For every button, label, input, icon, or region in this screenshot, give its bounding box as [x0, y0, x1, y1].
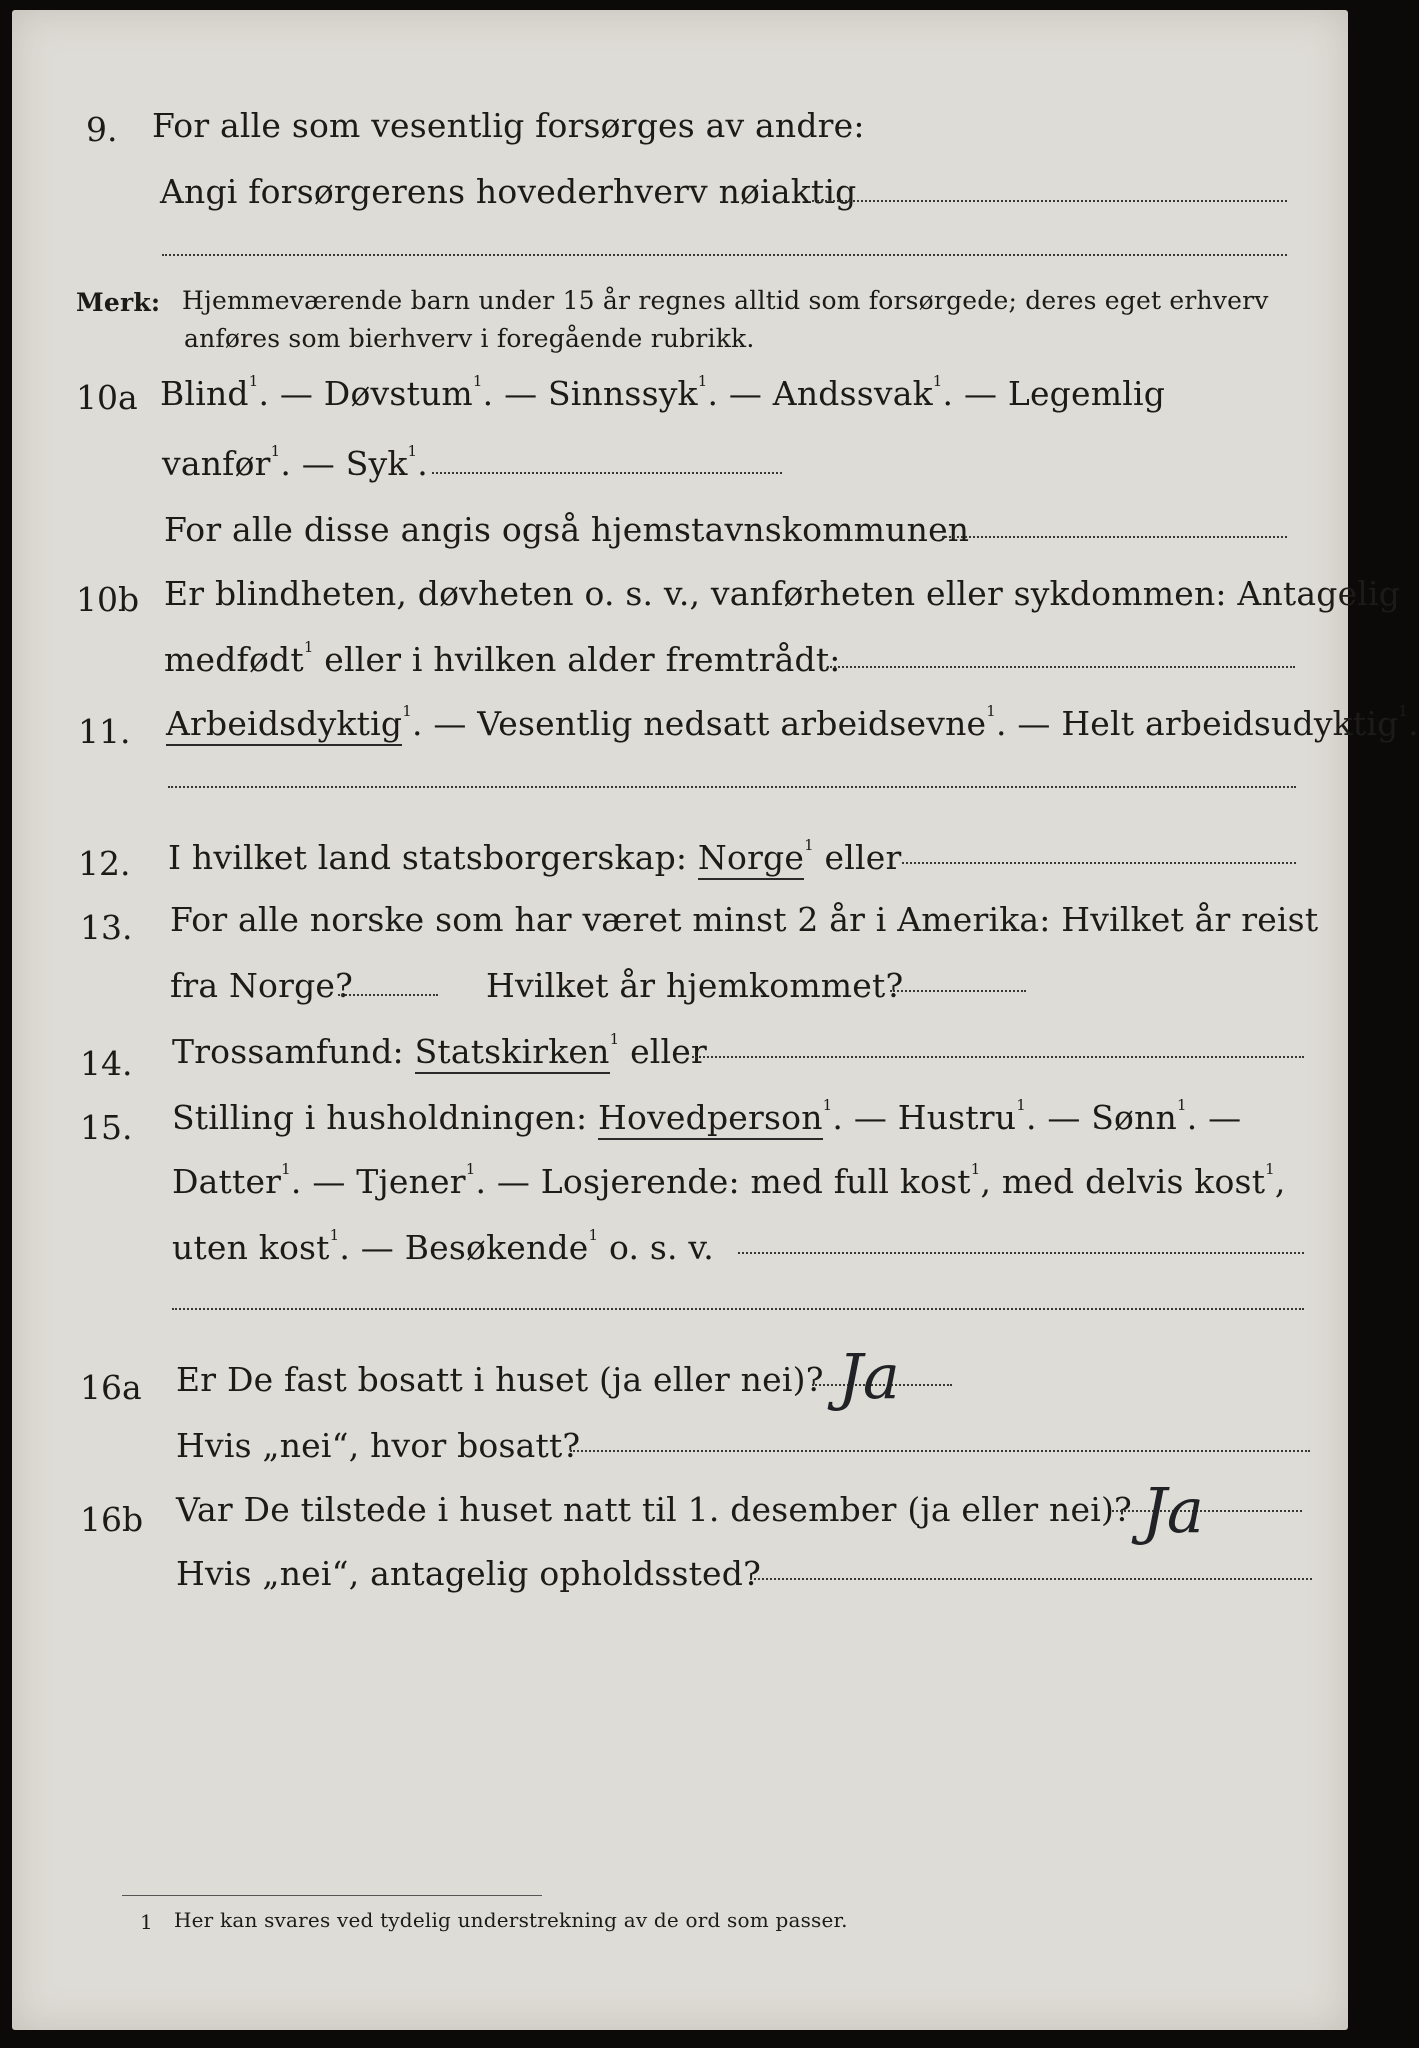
opt-besokende: Besøkende [404, 1228, 589, 1267]
q15-line1: Stilling i husholdningen: Hovedperson$^1$. — Hustru$^1$. — Sønn$^1$. — [172, 1098, 1241, 1137]
q10a-answer-line [432, 472, 782, 474]
footnote-mark: 1 [140, 1910, 153, 1934]
opt-hovedperson-underlined: Hovedperson [598, 1098, 823, 1140]
opt-full-kost: med full kost [750, 1162, 971, 1201]
merk-label: Merk: [76, 288, 161, 317]
q10a-hjemstavn-line [942, 536, 1287, 538]
q9-number: 9. [86, 110, 118, 149]
q14-text: Trossamfund: [172, 1032, 404, 1071]
footnote-text: Her kan svares ved tydelig understrekning av de ord som passer. [174, 1908, 848, 1932]
opt-sonn: Sønn [1091, 1098, 1178, 1137]
q12-answer-line [902, 862, 1296, 864]
opt-andssvak: Andssvak [772, 374, 933, 413]
q14-answer-line [692, 1056, 1304, 1058]
census-form-page [12, 10, 1419, 2030]
q10a-number: 10a [76, 378, 138, 417]
opt-hustru: Hustru [897, 1098, 1017, 1137]
q16a-handwritten-answer: Ja [838, 1340, 900, 1413]
q10b-answer-line [827, 666, 1295, 668]
q13-line2b: Hvilket år hjemkommet? [486, 966, 904, 1005]
q10b-line2-rest: eller i hvilken alder fremtrådt: [324, 640, 841, 679]
q16b-answer-line [1112, 1510, 1302, 1512]
q15-line3: uten kost$^1$. — Besøkende$^1$ o. s. v. [172, 1226, 714, 1267]
opt-delvis-kost: med delvis kost [1001, 1162, 1266, 1201]
q9-line1: For alle som vesentlig forsørges av andre: [152, 106, 865, 145]
q12-number: 12. [78, 844, 131, 883]
merk-line1: Hjemmeværende barn under 15 år regnes alltid som forsørgede; deres eget erhverv [182, 286, 1269, 315]
q9-answer-line-2 [162, 254, 1287, 256]
q16b-line2: Hvis „nei“, antagelig opholdssted? [176, 1554, 761, 1593]
q9-line2: Angi forsørgerens hovederhverv nøiaktig [160, 172, 857, 211]
opt-vanfor: vanfør [162, 444, 271, 483]
q16a-bosatt-line [570, 1450, 1310, 1452]
q15-text: Stilling i husholdningen: [172, 1098, 588, 1137]
opt-losjerende: Losjerende: [540, 1162, 740, 1201]
q12-line: I hvilket land statsborgerskap: Norge$^1$ eller [168, 838, 902, 877]
q13-hjem-line [890, 990, 1026, 992]
q11-line: Arbeidsdyktig$^1$. — Vesentlig nedsatt arbeidsevne$^1$. — Helt arbeidsudyktig$^1$. [166, 704, 1419, 743]
q13-number: 13. [80, 908, 133, 947]
opt-arbeidsdyktig-underlined: Arbeidsdyktig [166, 704, 402, 746]
opt-udyktig: Helt arbeidsudyktig [1061, 704, 1399, 743]
q10a-line2: vanfør$^1$. — Syk$^1$. [162, 442, 428, 483]
opt-norge-underlined: Norge [698, 838, 804, 880]
opt-uten-kost: uten kost [172, 1228, 330, 1267]
q13-line1: For alle norske som har været minst 2 år i Amerika: Hvilket år reist [170, 900, 1319, 939]
q13-line2a: fra Norge? [170, 966, 354, 1005]
q11-number: 11. [78, 712, 131, 751]
opt-medfodt: medfødt [164, 640, 304, 679]
q9-answer-line [812, 200, 1287, 202]
opt-statskirken-underlined: Statskirken [415, 1032, 610, 1074]
q16b-number: 16b [80, 1500, 144, 1539]
q10a-line3: For alle disse angis også hjemstavnskommunen [164, 510, 970, 549]
footnote-rule [122, 1895, 542, 1896]
opt-datter: Datter [172, 1162, 282, 1201]
q13-reist-line [338, 994, 438, 996]
q16a-line2: Hvis „nei“, hvor bosatt? [176, 1426, 581, 1465]
q16a-line1: Er De fast bosatt i huset (ja eller nei)? [176, 1360, 824, 1399]
q10b-line2: medfødt$^1$ eller i hvilken alder fremtrådt: [164, 638, 841, 679]
q14-number: 14. [80, 1044, 133, 1083]
opt-tjener: Tjener [356, 1162, 466, 1201]
merk-line2: anføres som bierhverv i foregående rubrikk. [184, 324, 755, 353]
q10a-line1: Blind$^1$. — Døvstum$^1$. — Sinnssyk$^1$. — Andssvak$^1$. — Legemlig [160, 372, 1166, 413]
q15-number: 15. [80, 1108, 133, 1147]
q16b-line1: Var De tilstede i huset natt til 1. desember (ja eller nei)? [176, 1490, 1132, 1529]
q16a-number: 16a [80, 1368, 142, 1407]
opt-syk: Syk [345, 444, 408, 483]
opt-nedsatt: Vesentlig nedsatt arbeidsevne [477, 704, 987, 743]
q15-answer-line-2 [172, 1308, 1304, 1310]
opt-legemlig: Legemlig [1007, 374, 1166, 413]
opt-blind: Blind [160, 374, 249, 413]
q15-answer-line [738, 1252, 1304, 1254]
opt-sinnssyk: Sinnssyk [547, 374, 698, 413]
q15-line2: Datter$^1$. — Tjener$^1$. — Losjerende: med full kost$^1$, med delvis kost$^1$, [172, 1160, 1286, 1201]
q12-text: I hvilket land statsborgerskap: [168, 838, 688, 877]
q10b-line1: Er blindheten, døvheten o. s. v., vanførheten eller sykdommen: Antagelig [164, 574, 1401, 613]
q11-answer-line [168, 786, 1296, 788]
q14-line: Trossamfund: Statskirken$^1$ eller [172, 1032, 707, 1071]
q10b-number: 10b [76, 580, 140, 619]
q16b-opholdssted-line [750, 1578, 1312, 1580]
q16b-handwritten-answer: Ja [1142, 1474, 1204, 1547]
opt-dovstum: Døvstum [323, 374, 473, 413]
